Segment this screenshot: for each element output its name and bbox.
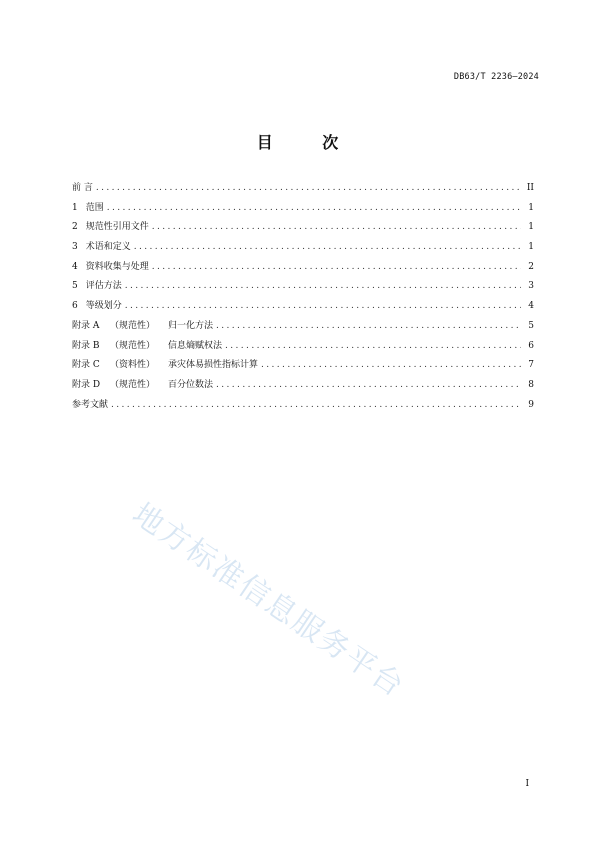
toc-entry-page: II [526,183,534,193]
toc-entry-page: 5 [528,320,534,331]
toc-entry-page: 1 [528,202,534,213]
toc-leader-dots [152,262,521,272]
toc-entry-number: 6 [72,301,78,312]
toc-annex-type: （规范性） [110,379,156,390]
toc-annex-id: 附录 D [72,379,101,390]
toc-entry-page: 2 [528,261,534,272]
toc-leader-dots [225,341,521,351]
toc-leader-dots [125,301,521,311]
toc-entry-label: 评估方法 [85,281,122,292]
document-code: DB63/T 2236—2024 [453,72,539,82]
toc-leader-dots [111,400,521,410]
toc-entry-page: 9 [528,399,534,410]
toc-entry-label: 参考文献 [72,399,109,410]
toc-annex-type: （规范性） [110,340,156,351]
toc-entry-assessment-method[interactable] [72,278,534,298]
toc-leader-dots [107,203,521,213]
toc-entry-annex-b[interactable] [72,338,534,358]
toc-entry-normative-references[interactable] [72,219,534,239]
toc-entry-page: 6 [528,340,534,351]
toc-entry-page: 7 [528,360,534,371]
toc-annex-type: （资料性） [110,360,156,371]
toc-entry-data-collection[interactable] [72,259,534,279]
toc-leader-dots [216,321,521,331]
toc-entry-number: 2 [72,222,78,233]
toc-entry-page: 4 [528,301,534,312]
toc-entry-annex-a[interactable] [72,318,534,338]
toc-entry-label: 归一化方法 [168,320,214,331]
toc-entry-page: 8 [528,379,534,390]
toc-entry-label: 术语和定义 [85,242,131,253]
page-title: 目 次 [256,133,361,152]
toc-leader-dots [125,281,521,291]
toc-leader-dots [96,183,521,193]
toc-annex-id: 附录 B [72,340,100,351]
toc-entry-scope[interactable] [72,200,534,220]
toc-entry-label: 前 言 [72,183,93,193]
toc-annex-id: 附录 A [72,320,100,331]
toc-leader-dots [261,360,521,370]
toc-entry-label: 范围 [85,202,104,213]
toc-entry-annex-c[interactable] [72,357,534,377]
toc-leader-dots [216,380,521,390]
toc-entry-foreword[interactable] [72,180,534,200]
toc-entry-label: 信息熵赋权法 [168,340,223,351]
toc-entry-terms[interactable] [72,239,534,259]
toc-entry-label: 资料收集与处理 [85,261,149,272]
toc-entry-page: 1 [528,242,534,253]
toc-annex-type: （规范性） [110,320,156,331]
toc-entry-label: 百分位数法 [168,379,214,390]
toc-leader-dots [134,242,521,252]
toc-entry-number: 3 [72,242,78,253]
watermark: 地方标准信息服务平台 [125,496,411,705]
page-number: I [525,779,529,789]
toc-entry-page: 1 [528,222,534,233]
toc-entry-label: 等级划分 [85,301,122,312]
toc-entry-number: 5 [72,281,78,292]
toc-entry-bibliography[interactable] [72,397,534,417]
toc-entry-number: 4 [72,261,78,272]
toc-entry-annex-d[interactable] [72,377,534,397]
table-of-contents [72,180,534,416]
toc-entry-page: 3 [528,281,534,292]
toc-annex-id: 附录 C [72,360,100,371]
toc-entry-number: 1 [72,202,78,213]
toc-entry-label: 规范性引用文件 [85,222,149,233]
toc-entry-grading[interactable] [72,298,534,318]
toc-entry-label: 承灾体易损性指标计算 [168,360,259,371]
toc-leader-dots [152,222,521,232]
